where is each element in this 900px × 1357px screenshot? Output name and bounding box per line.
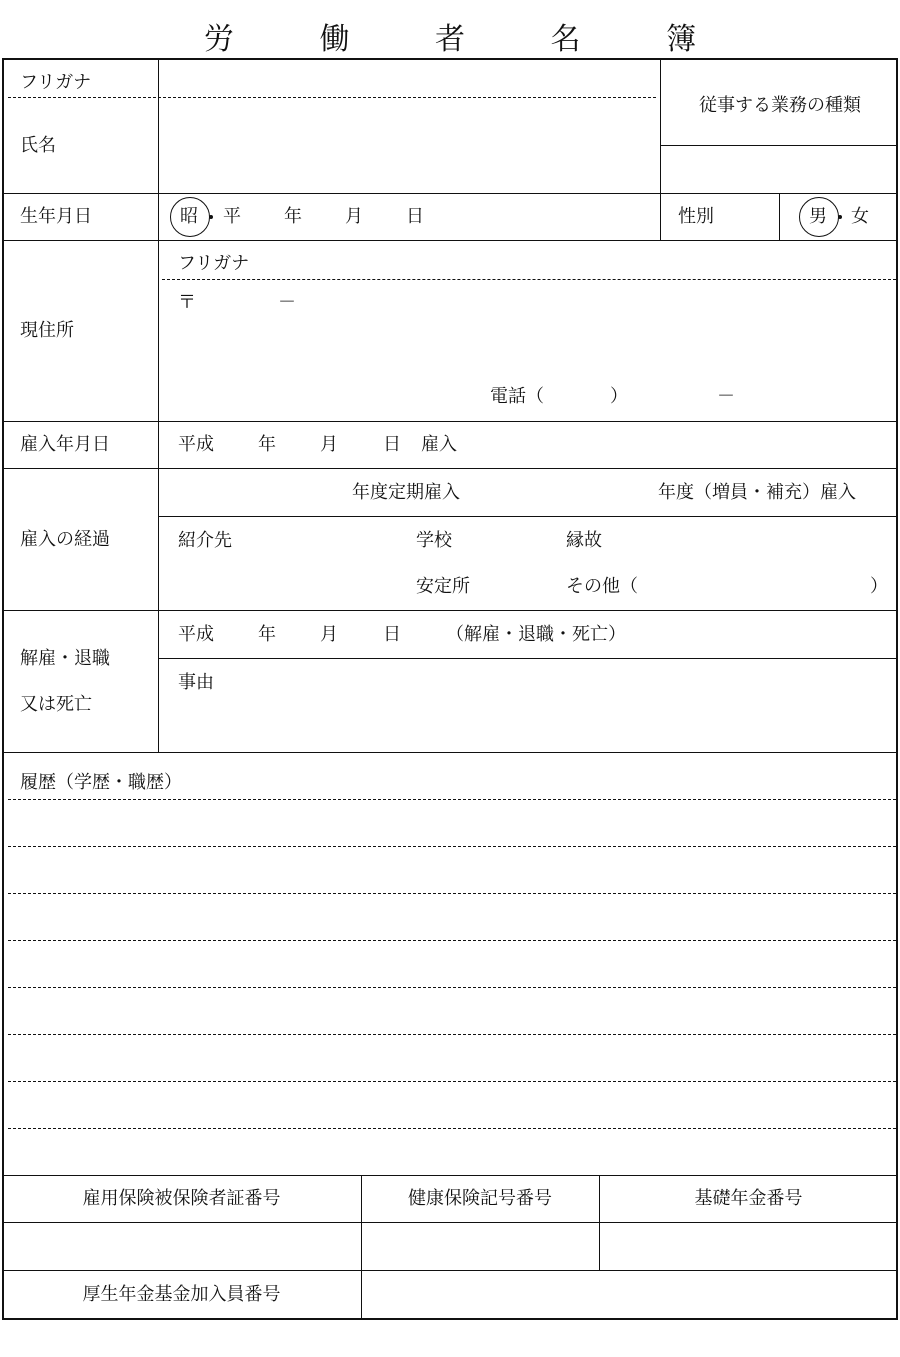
phone-label: 電話（ — [490, 386, 544, 407]
divider — [2, 1222, 898, 1223]
postal-mark: 〒 — [178, 292, 196, 313]
hire-era: 平成 — [178, 434, 214, 455]
phone-close: ） — [610, 386, 628, 407]
divider — [158, 516, 898, 517]
employment-insurance-field[interactable] — [4, 1224, 359, 1268]
basic-pension-label: 基礎年金番号 — [694, 1188, 803, 1209]
history-field[interactable] — [4, 802, 896, 1174]
sex-label: 性別 — [678, 206, 714, 227]
termination-kind[interactable]: （解雇・退職・死亡） — [446, 624, 626, 645]
hire-date-label: 雇入年月日 — [20, 434, 110, 455]
divider — [158, 658, 898, 659]
referral-other[interactable]: その他（ — [566, 576, 638, 597]
hire-year-unit: 年 — [258, 434, 276, 455]
history-line — [8, 799, 896, 800]
dashed-guide — [162, 279, 896, 280]
welfare-pension-fund-label: 厚生年金基金加入員番号 — [82, 1284, 281, 1305]
hire-suffix: 雇入 — [421, 434, 457, 455]
sex-female[interactable]: 女 — [851, 206, 869, 227]
birth-day-unit: 日 — [406, 206, 424, 227]
hire-day-unit: 日 — [383, 434, 401, 455]
termination-day-unit: 日 — [383, 624, 401, 645]
hire-month-unit: 月 — [320, 434, 338, 455]
furigana-field[interactable] — [160, 58, 658, 96]
supplementary-hire: 年度（増員・補充）雇入 — [658, 482, 856, 503]
job-type-label: 従事する業務の種類 — [699, 95, 861, 116]
referral-other-close: ） — [870, 576, 888, 597]
divider — [779, 193, 780, 241]
page-title: 労 働 者 名 簿 — [203, 22, 735, 57]
divider — [660, 58, 661, 241]
birth-year-unit: 年 — [284, 206, 302, 227]
referral-label: 紹介先 — [178, 530, 232, 551]
divider — [2, 421, 898, 422]
health-insurance-label: 健康保険記号番号 — [408, 1188, 552, 1209]
welfare-pension-fund-field[interactable] — [363, 1272, 896, 1318]
employment-insurance-label: 雇用保険被保険者証番号 — [82, 1188, 281, 1209]
furigana-label: フリガナ — [20, 72, 92, 93]
basic-pension-field[interactable] — [601, 1224, 896, 1268]
periodic-hire: 年度定期雇入 — [352, 482, 460, 503]
phone-dash: － — [717, 386, 735, 407]
history-label: 履歴（学歴・職歴） — [20, 772, 182, 793]
postal-dash: － — [278, 292, 296, 313]
divider — [2, 240, 898, 241]
referral-connection[interactable]: 縁故 — [566, 530, 602, 551]
name-field[interactable] — [160, 100, 658, 192]
termination-label-line1: 解雇・退職 — [20, 648, 110, 669]
separator-dot — [209, 215, 213, 219]
divider — [2, 1175, 898, 1176]
divider — [2, 1270, 898, 1271]
dashed-guide — [8, 97, 656, 98]
divider — [2, 610, 898, 611]
separator-dot — [838, 215, 842, 219]
birth-month-unit: 月 — [345, 206, 363, 227]
era-showa[interactable]: 昭 — [180, 206, 198, 227]
health-insurance-field[interactable] — [363, 1224, 597, 1268]
termination-year-unit: 年 — [258, 624, 276, 645]
divider — [2, 752, 898, 753]
divider — [158, 58, 159, 753]
address-label: 現住所 — [20, 320, 74, 341]
era-heisei[interactable]: 平 — [223, 206, 241, 227]
birth-date-label: 生年月日 — [20, 206, 92, 227]
address-furigana-label: フリガナ — [178, 253, 250, 274]
reason-label: 事由 — [178, 672, 214, 693]
divider — [2, 468, 898, 469]
sex-male[interactable]: 男 — [809, 206, 827, 227]
termination-month-unit: 月 — [320, 624, 338, 645]
referral-employment-office[interactable]: 安定所 — [416, 576, 470, 597]
termination-label-line2: 又は死亡 — [20, 694, 92, 715]
name-label: 氏名 — [20, 135, 56, 156]
referral-school[interactable]: 学校 — [416, 530, 452, 551]
divider — [2, 193, 898, 194]
job-type-field[interactable] — [662, 147, 898, 192]
termination-era: 平成 — [178, 624, 214, 645]
divider — [660, 145, 898, 146]
hire-process-label: 雇入の経過 — [20, 529, 110, 550]
